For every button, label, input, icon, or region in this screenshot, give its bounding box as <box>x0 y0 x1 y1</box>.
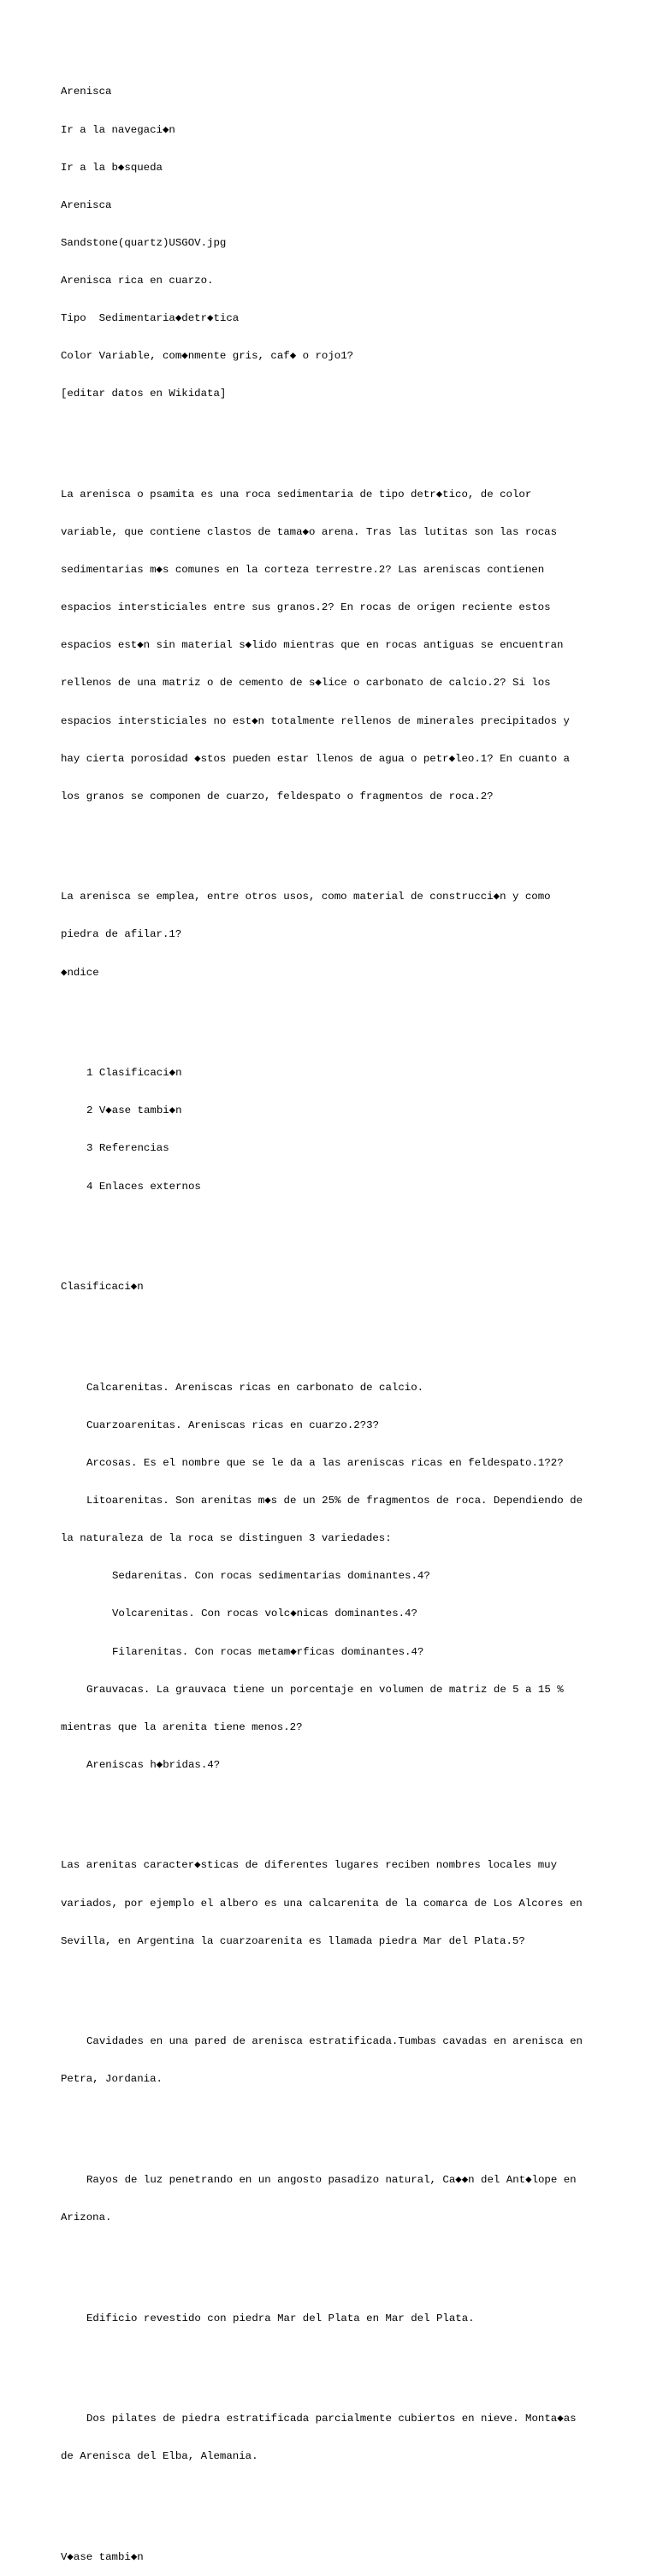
intro-paragraph-line: los granos se componen de cuarzo, feldespato o fragmentos de roca.2? <box>61 790 494 802</box>
list-item: Calcarenitas. Areniscas ricas en carbonato de calcio. <box>86 1381 424 1394</box>
intro-paragraph-line: La arenisca o psamita es una roca sedimentaria de tipo detr◆tico, de color <box>61 488 532 500</box>
list-item-continuation: mientras que la arenita tiene menos.2? <box>61 1720 303 1733</box>
infobox-type-row: Tipo Sedimentaria◆detr◆tica <box>61 312 240 325</box>
list-item: Litoarenitas. Son arenitas m◆s de un 25% de fragmentos de roca. Dependiendo de <box>86 1495 583 1507</box>
uses-paragraph-line: La arenisca se emplea, entre otros usos, como material de construcci◆n y como <box>61 891 551 903</box>
gallery-caption-continuation: de Arenisca del Elba, Alemania. <box>61 2450 258 2463</box>
local-names-paragraph-line: Las arenitas caracter◆sticas de diferentes lugares reciben nombres locales muy <box>61 1859 558 1872</box>
gallery-caption: Edificio revestido con piedra Mar del Plata en Mar del Plata. <box>86 2312 475 2324</box>
page-title: Arenisca <box>61 86 112 98</box>
sub-list-item: Sedarenitas. Con rocas sedimentarias dominantes.4? <box>112 1570 430 1583</box>
infobox-color-row: Color Variable, com◆nmente gris, caf◆ o rojo1? <box>61 350 354 363</box>
nav-link[interactable]: Ir a la navegaci◆n <box>61 123 175 136</box>
local-names-paragraph-line: variados, por ejemplo el albero es una calcarenita de la comarca de Los Alcores en <box>61 1897 583 1910</box>
gallery-caption: Dos pilates de piedra estratificada parcialmente cubiertos en nieve. Monta◆as <box>86 2413 577 2425</box>
infobox-name: Arenisca <box>61 198 112 211</box>
spacer <box>61 2262 600 2275</box>
spacer <box>61 1809 600 1822</box>
spacer <box>61 2363 600 2376</box>
section-heading-vease-tambien: V◆ase tambi◆n <box>61 2551 144 2564</box>
sub-list-item: Volcarenitas. Con rocas volc◆nicas dominantes.4? <box>112 1608 417 1620</box>
intro-paragraph-line: espacios intersticiales no est◆n totalmente rellenos de minerales precipitados y <box>61 714 570 727</box>
gallery-caption: Cavidades en una pared de arenisca estratificada.Tumbas cavadas en arenisca en <box>86 2035 583 2048</box>
list-item: Grauvacas. La grauvaca tiene un porcentaje en volumen de matriz de 5 a 15 % <box>86 1683 564 1696</box>
spacer <box>61 1016 600 1029</box>
search-link[interactable]: Ir a la b◆squeda <box>61 161 163 174</box>
toc-item-enlaces-externos[interactable]: 4 Enlaces externos <box>86 1180 201 1193</box>
spacer <box>61 438 600 451</box>
intro-paragraph-line: variable, que contiene clastos de tama◆o arena. Tras las lutitas son las rocas <box>61 526 558 538</box>
toc-item-vease-tambien[interactable]: 2 V◆ase tambi◆n <box>86 1104 182 1117</box>
section-heading-clasificacion: Clasificaci◆n <box>61 1281 144 1294</box>
spacer <box>61 841 600 854</box>
list-item: Areniscas h◆bridas.4? <box>86 1758 221 1771</box>
intro-paragraph-line: rellenos de una matriz o de cemento de s◆lice o carbonato de calcio.2? Si los <box>61 677 551 690</box>
gallery-caption-continuation: Petra, Jordania. <box>61 2073 163 2086</box>
local-names-paragraph-line: Sevilla, en Argentina la cuarzoarenita es llamada piedra Mar del Plata.5? <box>61 1934 525 1947</box>
intro-paragraph-line: hay cierta porosidad ◆stos pueden estar llenos de agua o petr◆leo.1? En cuanto a <box>61 752 570 765</box>
spacer <box>61 2123 600 2136</box>
list-item: Arcosas. Es el nombre que se le da a las areniscas ricas en feldespato.1?2? <box>86 1456 564 1469</box>
list-item: Cuarzoarenitas. Areniscas ricas en cuarzo.2?3? <box>86 1418 380 1431</box>
toc-heading: ◆ndice <box>61 966 99 979</box>
sub-list-item: Filarenitas. Con rocas metam◆rficas dominantes.4? <box>112 1645 424 1658</box>
edit-wikidata-link[interactable]: [editar datos en Wikidata] <box>61 388 227 400</box>
infobox-image-file[interactable]: Sandstone(quartz)USGOV.jpg <box>61 236 227 249</box>
spacer <box>61 1331 600 1344</box>
spacer <box>61 1985 600 1998</box>
intro-paragraph-line: espacios est◆n sin material s◆lido mientras que en rocas antiguas se encuentran <box>61 639 564 652</box>
toc-item-clasificacion[interactable]: 1 Clasificaci◆n <box>86 1067 182 1080</box>
gallery-caption-continuation: Arizona. <box>61 2212 112 2224</box>
toc-item-referencias[interactable]: 3 Referencias <box>86 1142 169 1155</box>
infobox-caption: Arenisca rica en cuarzo. <box>61 274 214 287</box>
uses-paragraph-line: piedra de afilar.1? <box>61 928 182 941</box>
document-body <box>61 61 600 2576</box>
intro-paragraph-line: sedimentarias m◆s comunes en la corteza terrestre.2? Las areniscas contienen <box>61 564 545 577</box>
gallery-caption: Rayos de luz penetrando en un angosto pasadizo natural, Ca◆◆n del Ant◆lope en <box>86 2174 577 2186</box>
spacer <box>61 2501 600 2514</box>
intro-paragraph-line: espacios intersticiales entre sus granos.2? En rocas de origen reciente estos <box>61 601 551 614</box>
spacer <box>61 1230 600 1243</box>
list-item-continuation: la naturaleza de la roca se distinguen 3 variedades: <box>61 1532 392 1545</box>
